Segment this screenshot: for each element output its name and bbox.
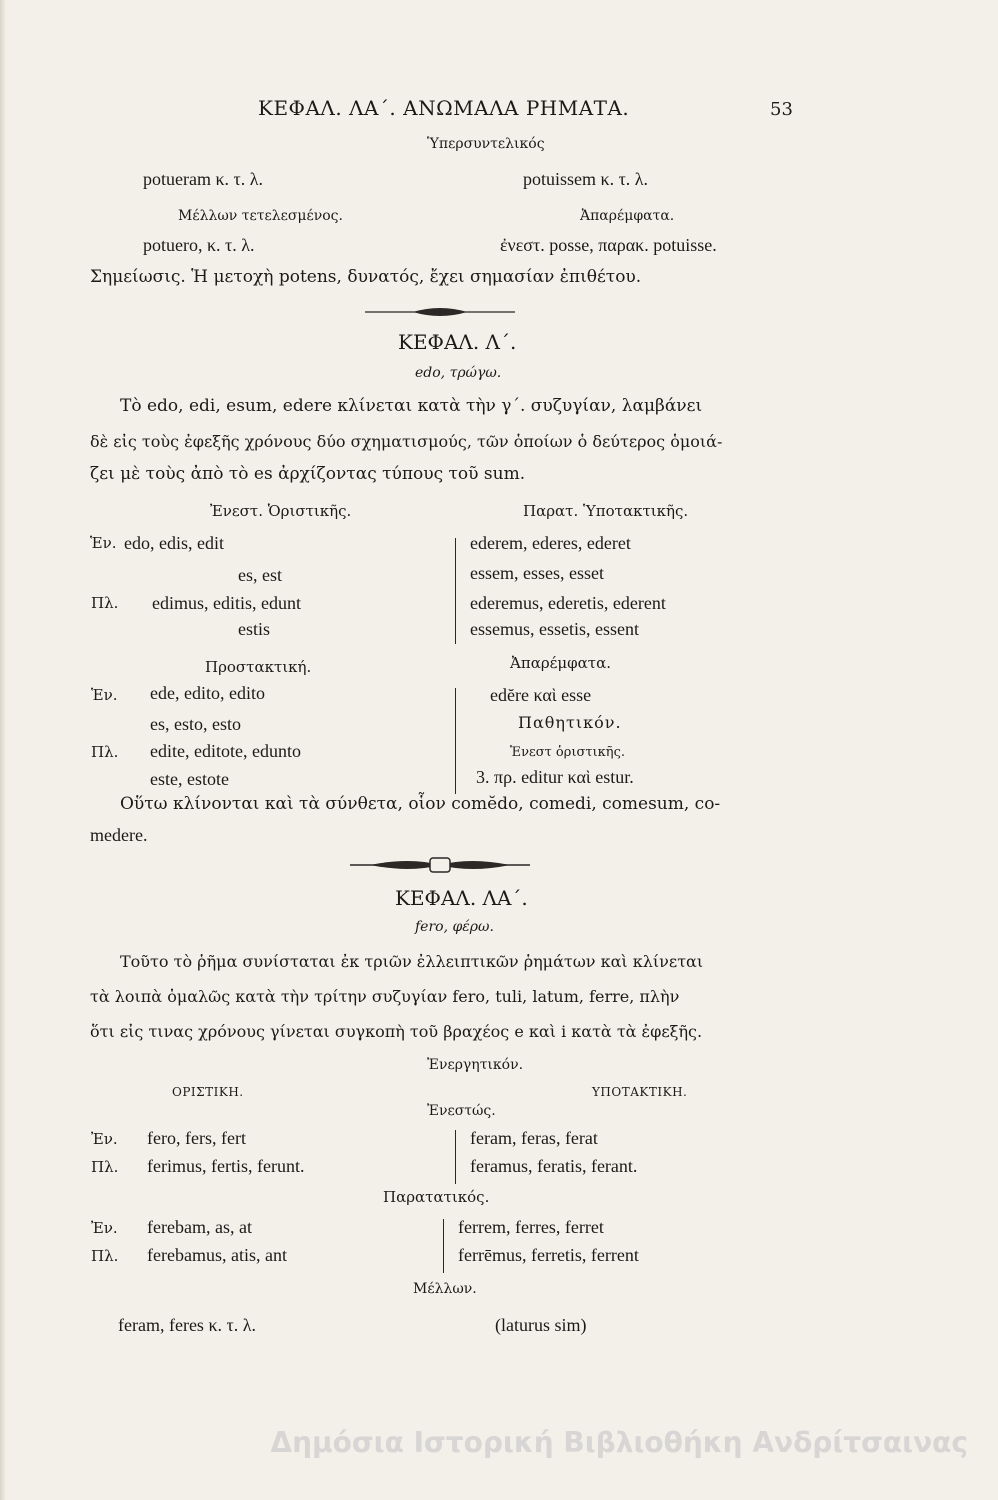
- plural-label: Πλ.: [91, 1247, 119, 1265]
- future-indicative: feram, feres κ. τ. λ.: [118, 1315, 256, 1335]
- edo-intro-line: ζει μὲ τοὺς ἀπὸ τὸ es ἀρχίζοντας τύπους τοῦ sum.: [90, 464, 526, 484]
- participle-note: Σημείωσις. Ἡ μετοχὴ potens, δυνατός, ἔχει σημασίαν ἐπιθέτου.: [90, 267, 642, 287]
- present-subjunctive-singular: feram, feras, ferat: [470, 1128, 598, 1148]
- subjunctive-label: Παρατ. Ὑποτακτικῆς.: [523, 502, 689, 520]
- imperfect-indicative-singular: ferebam, as, at: [147, 1217, 252, 1237]
- potueram-line: potueram κ. τ. λ.: [143, 169, 264, 189]
- singular-label: Ἐν.: [91, 1130, 118, 1148]
- imperative-plural-1: edite, editote, edunto: [150, 741, 301, 761]
- imperfect-subjunctive-plural: ferrēmus, ferretis, ferrent: [458, 1245, 639, 1265]
- potuissem-line: potuissem κ. τ. λ.: [523, 169, 649, 189]
- ornamental-divider-icon: [350, 854, 530, 876]
- page-number: 53: [770, 99, 793, 120]
- chapter-fero-subtitle: fero, φέρω.: [415, 919, 494, 935]
- indicative-header: ΟΡΙΣΤΙΚΗ.: [172, 1085, 244, 1099]
- running-title: ΚΕΦΑΛ. ΛΑ΄. ΑΝΩΜΑΛΑ ΡΗΜΑΤΑ.: [258, 96, 630, 120]
- passive-form: 3. πρ. editur καὶ estur.: [476, 767, 634, 787]
- chapter-edo-subtitle: edo, τρώγω.: [415, 365, 502, 381]
- imperative-singular-2: es, esto, esto: [150, 714, 241, 734]
- edo-intro-line: δὲ εἰς τοὺς ἐφεξῆς χρόνους δύο σχηματισμούς, τῶν ὁποίων ὁ δεύτερος ὁμοιά-: [90, 432, 723, 451]
- present-indicative-plural: ferimus, fertis, ferunt.: [147, 1156, 305, 1176]
- infinitive-label: Ἀπαρέμφατα.: [510, 654, 611, 672]
- present-label: Ἐνεστώς.: [427, 1103, 496, 1119]
- compounds-line: medere.: [90, 825, 148, 845]
- singular-label: Ἑν.: [91, 686, 118, 704]
- plural-label: Πλ.: [91, 1158, 119, 1176]
- fero-intro-line: ὅτι εἰς τινας χρόνους γίνεται συγκοπὴ τοῦ βραχέος e καὶ i κατὰ τὰ ἐφεξῆς.: [90, 1022, 703, 1041]
- fero-intro-line: τὰ λοιπὰ ὁμαλῶς κατὰ τὴν τρίτην συζυγίαν fero, tuli, latum, ferre, πλὴν: [90, 987, 680, 1006]
- column-divider: [455, 1130, 456, 1184]
- indicative-singular-1: edo, edis, edit: [124, 533, 224, 553]
- subjunctive-line: essemus, essetis, essent: [470, 619, 639, 639]
- active-label: Ἐνεργητικόν.: [427, 1057, 524, 1073]
- future-perfect-label: Μέλλων τετελεσμένος.: [178, 208, 343, 224]
- present-subjunctive-plural: feramus, feratis, ferant.: [470, 1156, 638, 1176]
- subjunctive-header: ΥΠΟΤΑΚΤΙΚΗ.: [592, 1085, 688, 1099]
- ornamental-rule-icon: [365, 304, 515, 320]
- page-gutter-shadow: [0, 0, 6, 1500]
- indicative-singular-2: es, est: [238, 565, 282, 585]
- imperative-singular-1: ede, edito, edito: [150, 683, 265, 703]
- subjunctive-line: ederem, ederes, ederet: [470, 533, 631, 553]
- imperfect-subjunctive-singular: ferrem, ferres, ferret: [458, 1217, 604, 1237]
- potuero-line: potuero, κ. τ. λ.: [143, 235, 255, 255]
- present-indicative-singular: fero, fers, fert: [147, 1128, 246, 1148]
- column-divider: [455, 688, 456, 794]
- subjunctive-line: essem, esses, esset: [470, 563, 604, 583]
- future-label: Μέλλων.: [413, 1281, 477, 1297]
- indicative-plural-1: edimus, editis, edunt: [152, 593, 301, 613]
- imperfect-label: Παρατατικός.: [383, 1188, 490, 1206]
- pluperfect-label: Ὑπερσυντελικός: [427, 136, 545, 152]
- column-divider: [443, 1219, 444, 1273]
- singular-label: Ἑν.: [90, 534, 117, 552]
- imperative-plural-2: este, estote: [150, 769, 229, 789]
- passive-label: Παθητικόν.: [518, 713, 622, 732]
- edo-intro-line: Τὸ edo, edi, esum, edere κλίνεται κατὰ τὴν γ΄. συζυγίαν, λαμβάνει: [120, 396, 703, 416]
- singular-label: Ἐν.: [91, 1219, 118, 1237]
- subjunctive-line: ederemus, ederetis, ederent: [470, 593, 666, 613]
- infinitives-line: ἐνεστ. posse, παρακ. potuisse.: [500, 235, 717, 255]
- column-divider: [455, 538, 456, 644]
- infinitive-active: edĕre καὶ esse: [490, 685, 592, 705]
- imperfect-indicative-plural: ferebamus, atis, ant: [147, 1245, 287, 1265]
- plural-label: Πλ.: [91, 743, 119, 761]
- present-indicative-label: Ἐνεστ ὁριστικῆς.: [510, 745, 625, 760]
- compounds-line: Οὕτω κλίνονται καὶ τὰ σύνθετα, οἷον comĕdo, comedi, comesum, co-: [120, 794, 721, 814]
- library-watermark: Δημόσια Ιστορική Βιβλιοθήκη Ανδρίτσαινας: [270, 1426, 968, 1459]
- plural-label: Πλ.: [91, 594, 119, 612]
- indicative-plural-2: estis: [238, 619, 271, 639]
- chapter-fero-heading: ΚΕΦΑΛ. ΛΑ΄.: [395, 886, 528, 910]
- indicative-label: Ἐνεστ. Ὁριστικῆς.: [210, 502, 352, 520]
- infinitive-label-prev: Ἀπαρέμφατα.: [580, 208, 675, 224]
- imperative-label: Προστακτική.: [205, 658, 312, 676]
- chapter-edo-heading: ΚΕΦΑΛ. Λ΄.: [398, 330, 517, 354]
- fero-intro-line: Τοῦτο τὸ ῥῆμα συνίσταται ἐκ τριῶν ἐλλειπτικῶν ῥημάτων καὶ κλίνεται: [120, 952, 704, 971]
- future-subjunctive: (laturus sim): [495, 1315, 587, 1335]
